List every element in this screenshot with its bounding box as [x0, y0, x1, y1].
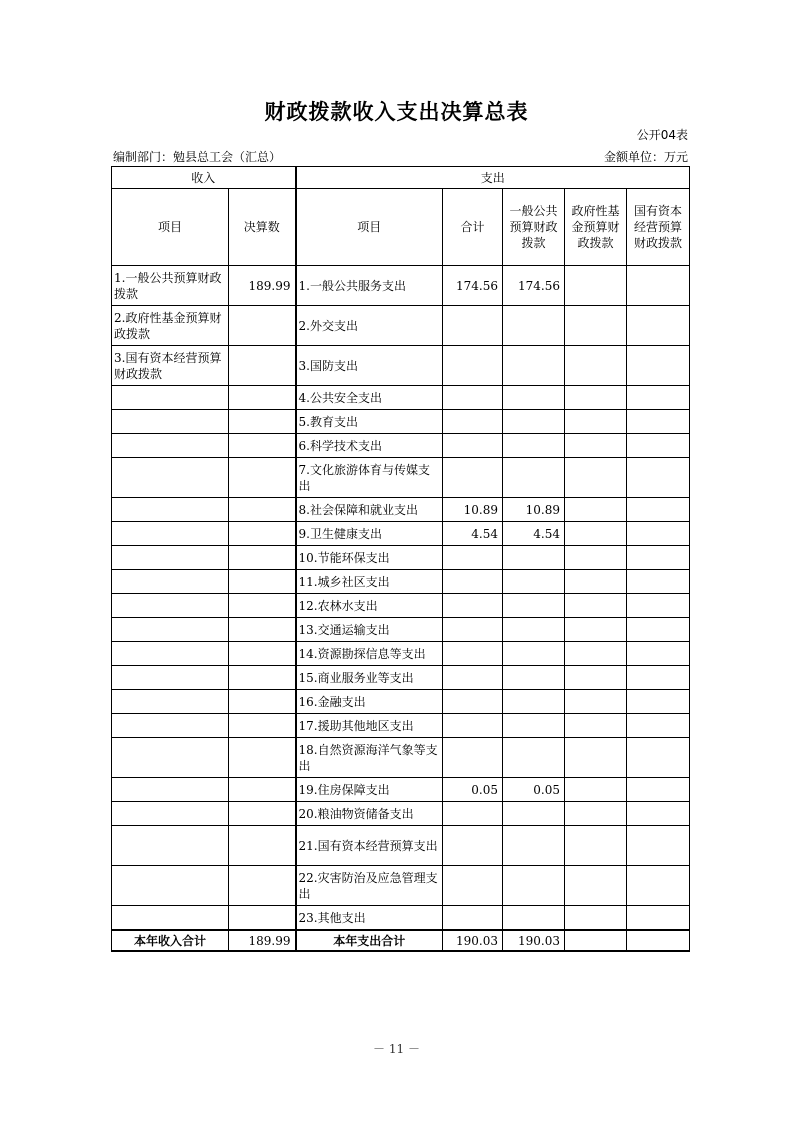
state-capital-cell: [627, 410, 690, 434]
table-row: [112, 458, 690, 498]
table-row: [112, 410, 690, 434]
final-amount-header: 决算数: [229, 189, 296, 266]
income-amount-cell: [229, 738, 296, 778]
income-amount-cell: [229, 410, 296, 434]
gov-fund-cell: [565, 690, 627, 714]
state-capital-cell: [627, 618, 690, 642]
income-amount-cell: [229, 642, 296, 666]
table-row: [112, 738, 690, 778]
expense-item-cell: 23.其他支出: [296, 906, 443, 931]
state-capital-cell: [627, 498, 690, 522]
income-item-cell: [112, 498, 229, 522]
gov-fund-cell: [565, 826, 627, 866]
total-cell: 4.54: [443, 522, 503, 546]
income-item-cell: [112, 866, 229, 906]
state-capital-cell: [627, 714, 690, 738]
total-cell: [443, 618, 503, 642]
income-amount-cell: [229, 778, 296, 802]
income-item-cell: [112, 570, 229, 594]
general-budget-cell: [503, 690, 565, 714]
expense-item-cell: 7.文化旅游体育与传媒支出: [296, 458, 443, 498]
gov-fund-cell: [565, 594, 627, 618]
income-amount-cell: [229, 386, 296, 410]
income-item-cell: [112, 690, 229, 714]
general-budget-cell: [503, 738, 565, 778]
state-capital-cell: [627, 802, 690, 826]
state-capital-cell: [627, 546, 690, 570]
state-capital-cell: [627, 866, 690, 906]
general-budget-total: 190.03: [503, 930, 565, 951]
expense-group-header: 支出: [296, 167, 690, 189]
total-cell: [443, 434, 503, 458]
income-item-cell: [112, 642, 229, 666]
table-row: [112, 434, 690, 458]
income-amount-cell: [229, 306, 296, 346]
expense-item-cell: 3.国防支出: [296, 346, 443, 386]
total-cell: [443, 386, 503, 410]
income-amount-cell: [229, 346, 296, 386]
total-cell: [443, 642, 503, 666]
income-amount-cell: [229, 866, 296, 906]
expense-item-header: 项目: [296, 189, 443, 266]
income-amount-cell: [229, 666, 296, 690]
total-cell: 0.05: [443, 778, 503, 802]
unit-label: 金额单位：万元: [603, 150, 688, 164]
expense-item-cell: 21.国有资本经营预算支出: [296, 826, 443, 866]
expense-item-cell: 10.节能环保支出: [296, 546, 443, 570]
general-budget-cell: 4.54: [503, 522, 565, 546]
general-budget-cell: [503, 546, 565, 570]
income-item-cell: 2.政府性基金预算财政拨款: [112, 306, 229, 346]
total-cell: [443, 594, 503, 618]
income-item-cell: [112, 618, 229, 642]
general-budget-cell: [503, 594, 565, 618]
state-capital-cell: [627, 458, 690, 498]
income-item-cell: [112, 594, 229, 618]
table-row: [112, 826, 690, 866]
gov-fund-cell: [565, 410, 627, 434]
gov-fund-cell: [565, 522, 627, 546]
table-row: [112, 618, 690, 642]
income-item-cell: [112, 802, 229, 826]
general-budget-header: 一般公共预算财政拨款: [503, 189, 565, 266]
income-item-cell: [112, 778, 229, 802]
general-budget-cell: 10.89: [503, 498, 565, 522]
expense-item-cell: 2.外交支出: [296, 306, 443, 346]
state-capital-cell: [627, 346, 690, 386]
gov-fund-cell: [565, 666, 627, 690]
table-row: [112, 386, 690, 410]
form-number: 公开04表: [636, 128, 688, 142]
gov-fund-cell: [565, 306, 627, 346]
general-budget-cell: [503, 458, 565, 498]
general-budget-cell: [503, 306, 565, 346]
income-item-cell: [112, 386, 229, 410]
table-row: [112, 546, 690, 570]
general-budget-cell: [503, 714, 565, 738]
table-row: [112, 906, 690, 931]
total-cell: [443, 866, 503, 906]
gov-fund-cell: [565, 546, 627, 570]
expense-item-cell: 17.援助其他地区支出: [296, 714, 443, 738]
income-amount-cell: [229, 570, 296, 594]
income-item-cell: [112, 666, 229, 690]
state-capital-cell: [627, 778, 690, 802]
table-row: [112, 666, 690, 690]
general-budget-cell: [503, 906, 565, 931]
income-item-cell: 1.一般公共预算财政拨款: [112, 266, 229, 306]
expense-item-cell: 19.住房保障支出: [296, 778, 443, 802]
income-amount-cell: [229, 802, 296, 826]
general-budget-cell: [503, 410, 565, 434]
gov-fund-cell: [565, 434, 627, 458]
expense-item-cell: 4.公共安全支出: [296, 386, 443, 410]
table-row: [112, 690, 690, 714]
table-row: [112, 570, 690, 594]
total-cell: [443, 458, 503, 498]
income-item-cell: [112, 906, 229, 931]
total-cell: [443, 826, 503, 866]
expense-item-cell: 6.科学技术支出: [296, 434, 443, 458]
state-capital-cell: [627, 522, 690, 546]
general-budget-cell: [503, 666, 565, 690]
general-budget-cell: 0.05: [503, 778, 565, 802]
state-capital-cell: [627, 306, 690, 346]
table-row: [112, 522, 690, 546]
general-budget-cell: [503, 642, 565, 666]
total-header: 合计: [443, 189, 503, 266]
income-amount-cell: [229, 434, 296, 458]
total-cell: [443, 802, 503, 826]
gov-fund-cell: [565, 498, 627, 522]
state-capital-cell: [627, 266, 690, 306]
income-total-label: 本年收入合计: [112, 930, 229, 951]
income-amount-cell: [229, 714, 296, 738]
expense-item-cell: 14.资源勘探信息等支出: [296, 642, 443, 666]
gov-fund-cell: [565, 738, 627, 778]
income-amount-cell: [229, 826, 296, 866]
income-amount-cell: 189.99: [229, 266, 296, 306]
state-capital-cell: [627, 738, 690, 778]
gov-fund-cell: [565, 386, 627, 410]
income-amount-cell: [229, 618, 296, 642]
gov-fund-cell: [565, 570, 627, 594]
table-row: [112, 714, 690, 738]
expense-item-cell: 9.卫生健康支出: [296, 522, 443, 546]
expense-item-cell: 1.一般公共服务支出: [296, 266, 443, 306]
gov-fund-cell: [565, 866, 627, 906]
total-cell: 174.56: [443, 266, 503, 306]
gov-fund-cell: [565, 458, 627, 498]
expense-item-cell: 5.教育支出: [296, 410, 443, 434]
table-row: [112, 306, 690, 346]
general-budget-cell: [503, 434, 565, 458]
general-budget-cell: [503, 386, 565, 410]
budget-table: [111, 166, 690, 952]
total-cell: [443, 906, 503, 931]
general-budget-cell: [503, 866, 565, 906]
income-amount-cell: [229, 498, 296, 522]
general-budget-cell: [503, 802, 565, 826]
gov-fund-cell: [565, 906, 627, 931]
income-item-cell: [112, 826, 229, 866]
state-capital-cell: [627, 594, 690, 618]
gov-fund-header: 政府性基金预算财政拨款: [565, 189, 627, 266]
expense-item-cell: 22.灾害防治及应急管理支出: [296, 866, 443, 906]
income-item-cell: 3.国有资本经营预算财政拨款: [112, 346, 229, 386]
gov-fund-cell: [565, 642, 627, 666]
state-capital-cell: [627, 906, 690, 931]
general-budget-cell: [503, 618, 565, 642]
income-item-header: 项目: [112, 189, 229, 266]
income-item-cell: [112, 738, 229, 778]
gov-fund-cell: [565, 714, 627, 738]
income-item-cell: [112, 546, 229, 570]
total-cell: [443, 546, 503, 570]
expense-item-cell: 12.农林水支出: [296, 594, 443, 618]
expense-item-cell: 8.社会保障和就业支出: [296, 498, 443, 522]
income-amount-cell: [229, 906, 296, 931]
income-item-cell: [112, 714, 229, 738]
total-cell: [443, 666, 503, 690]
table-row: [112, 498, 690, 522]
expense-item-cell: 20.粮油物资储备支出: [296, 802, 443, 826]
page-title: 财政拨款收入支出决算总表: [264, 100, 529, 124]
gov-fund-cell: [565, 266, 627, 306]
income-amount-cell: [229, 690, 296, 714]
state-capital-cell: [627, 826, 690, 866]
total-cell: [443, 570, 503, 594]
gov-fund-cell: [565, 802, 627, 826]
state-capital-cell: [627, 570, 690, 594]
general-budget-cell: 174.56: [503, 266, 565, 306]
general-budget-cell: [503, 346, 565, 386]
state-capital-cell: [627, 666, 690, 690]
state-capital-header: 国有资本经营预算财政拨款: [627, 189, 690, 266]
gov-fund-total: [565, 930, 627, 951]
expense-item-cell: 11.城乡社区支出: [296, 570, 443, 594]
general-budget-cell: [503, 826, 565, 866]
state-capital-cell: [627, 434, 690, 458]
total-cell: [443, 346, 503, 386]
expense-item-cell: 18.自然资源海洋气象等支出: [296, 738, 443, 778]
table-row: [112, 802, 690, 826]
income-item-cell: [112, 410, 229, 434]
income-group-header: 收入: [112, 167, 296, 189]
table-row: [112, 594, 690, 618]
table-row: [112, 866, 690, 906]
expense-item-cell: 15.商业服务业等支出: [296, 666, 443, 690]
department-label: 编制部门：勉县总工会（汇总）: [113, 150, 282, 164]
table-row: [112, 642, 690, 666]
total-cell: [443, 306, 503, 346]
income-total-amount: 189.99: [229, 930, 296, 951]
gov-fund-cell: [565, 618, 627, 642]
total-row: [112, 930, 690, 951]
state-capital-cell: [627, 386, 690, 410]
income-item-cell: [112, 522, 229, 546]
income-item-cell: [112, 434, 229, 458]
page-number: － 11 －: [373, 1042, 420, 1056]
state-capital-total: [627, 930, 690, 951]
income-amount-cell: [229, 546, 296, 570]
total-cell: [443, 738, 503, 778]
income-amount-cell: [229, 458, 296, 498]
table-row: [112, 778, 690, 802]
table-row: [112, 346, 690, 386]
general-budget-cell: [503, 570, 565, 594]
total-cell: [443, 690, 503, 714]
expense-item-cell: 13.交通运输支出: [296, 618, 443, 642]
state-capital-cell: [627, 642, 690, 666]
total-cell: [443, 410, 503, 434]
expense-total-amount: 190.03: [443, 930, 503, 951]
gov-fund-cell: [565, 346, 627, 386]
expense-total-label: 本年支出合计: [296, 930, 443, 951]
income-amount-cell: [229, 594, 296, 618]
gov-fund-cell: [565, 778, 627, 802]
expense-item-cell: 16.金融支出: [296, 690, 443, 714]
table-row: [112, 266, 690, 306]
income-amount-cell: [229, 522, 296, 546]
total-cell: 10.89: [443, 498, 503, 522]
total-cell: [443, 714, 503, 738]
state-capital-cell: [627, 690, 690, 714]
income-item-cell: [112, 458, 229, 498]
